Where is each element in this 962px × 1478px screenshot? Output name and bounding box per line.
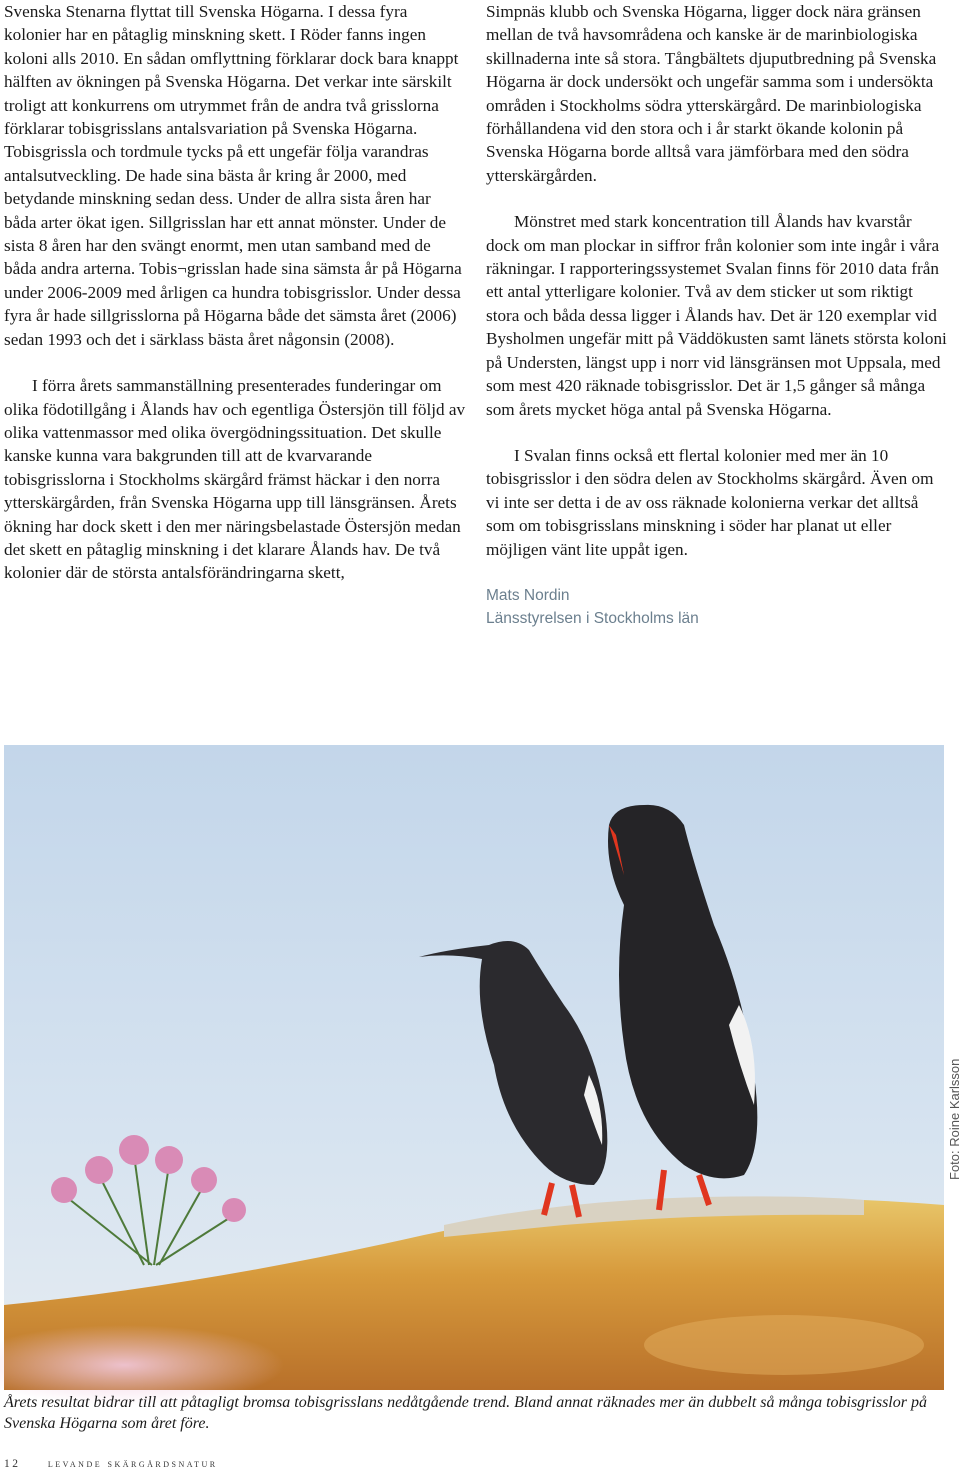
left-column bbox=[4, 0, 466, 585]
bird-photo bbox=[4, 745, 944, 1390]
author-name: Mats Nordin bbox=[486, 586, 570, 604]
right-paragraph-1: Simpnäs klubb och Svenska Högarna, ligger dock nära gränsen mellan de två havsområdena och kanske är de marinbiologiska skillnaderna inte så stora. Tångbältets djuputbredning på Svenska Högarna är dock undersökt och ungefär samma som i undersökta områden i Stockholms södra ytterskärgård. De marinbiologiska förhållandena vid den stora och i år starkt ökande kolonin på Svenska Högarna borde alltså vara jämförbara med den södra ytterskärgården. bbox=[486, 2, 937, 185]
author-organization: Länsstyrelsen i Stockholms län bbox=[486, 609, 699, 627]
right-paragraph-2: Mönstret med stark koncentration till Ålands hav kvarstår dock om man plockar in siffror från kolonier som inte ingår i våra räkningar. I rapporteringssystemet Svalan finns för 2010 data från ett antal ytterligare kolonier. Två av dem sticker ut som riktigt stora och båda dessa ligger i Ålands hav. Det är 120 exemplar vid Bysholmen ungefär mitt på Väddökusten samt länets största koloni på Understen, längst upp i norr vid länsgränsen mot Uppsala, med som mest 420 räknade tobisgrisslor. Det är 1,5 gånger så många som årets mycket höga antal på Svenska Högarna. bbox=[486, 212, 947, 419]
photo-credit: Foto: Roine Karlsson bbox=[947, 1058, 962, 1180]
page-footer bbox=[4, 1458, 218, 1470]
right-column bbox=[486, 0, 948, 630]
page-number: 12 bbox=[4, 1458, 21, 1470]
publication-name: levande skärgårdsnatur bbox=[47, 1458, 218, 1470]
left-paragraph-2: I förra årets sammanställning presenterades funderingar om olika födotillgång i Ålands hav och egentliga Östersjön till följd av olika vattenmassor med olika övergödningssituation. Det skulle kanske kunna vara bakgrunden till att de kvarvarande tobisgrisslorna i Stockholms skärgård främst häckar i den norra ytterskärgården, från Svenska Högarna upp till länsgränsen. Årets ökning har dock skett i den mer näringsbelastade Östersjön medan det skett en påtaglig minskning i det klarare Ålands hav. De två kolonier där de största antalsförändringarna skett, bbox=[4, 376, 466, 583]
right-paragraph-3: I Svalan finns också ett flertal kolonier med mer än 10 tobisgrisslor i den södra delen av Stockholms skärgård. Även om vi inte ser detta i de av oss räknade kolonierna verkar det alltså som om tobisgrisslans minskning i söder har planat ut eller möjligen vänt lite uppåt igen. bbox=[486, 445, 934, 559]
left-paragraph-1: Svenska Stenarna flyttat till Svenska Högarna. I dessa fyra kolonier har en påtaglig minskning skett. I Röder fanns ingen koloni alls 2010. En sådan omflyttning förklarar dock bara knappt hälften av ökningen på Svenska Högarna. Det verkar inte särskilt troligt att konkurrens om utrymmet från de andra två grisslorna förklarar tobisgrisslans antalsvariation på Svenska Högarna. Tobisgrissla och tordmule tycks på ett ungefär följa varandras antalsutveckling. De hade sina bästa år kring år 2000, med betydande minskning sedan dess. Under de allra sista åren har båda arter ökat igen. Sillgrisslan har ett annat mönster. Under de sista 8 åren har den svängt enormt, men utan samband med de båda andra arterna. Tobis¬grisslan hade sina sämsta år på Högarna under 2006-2009 med årligen ca hundra tobisgrisslor. Under dessa fyra år hade sillgrisslorna på Högarna både det sämsta året (2006) sedan 1993 och det i särklass bästa året någonsin (2008). bbox=[4, 2, 462, 349]
black-guillemots-illustration bbox=[4, 745, 944, 1390]
photo-caption: Årets resultat bidrar till att påtagligt bromsa tobisgrisslans nedåtgående trend. Bland annat räknades mer än dubbelt så många tobisgrisslor på Svenska Högarna som året före. bbox=[4, 1394, 927, 1432]
